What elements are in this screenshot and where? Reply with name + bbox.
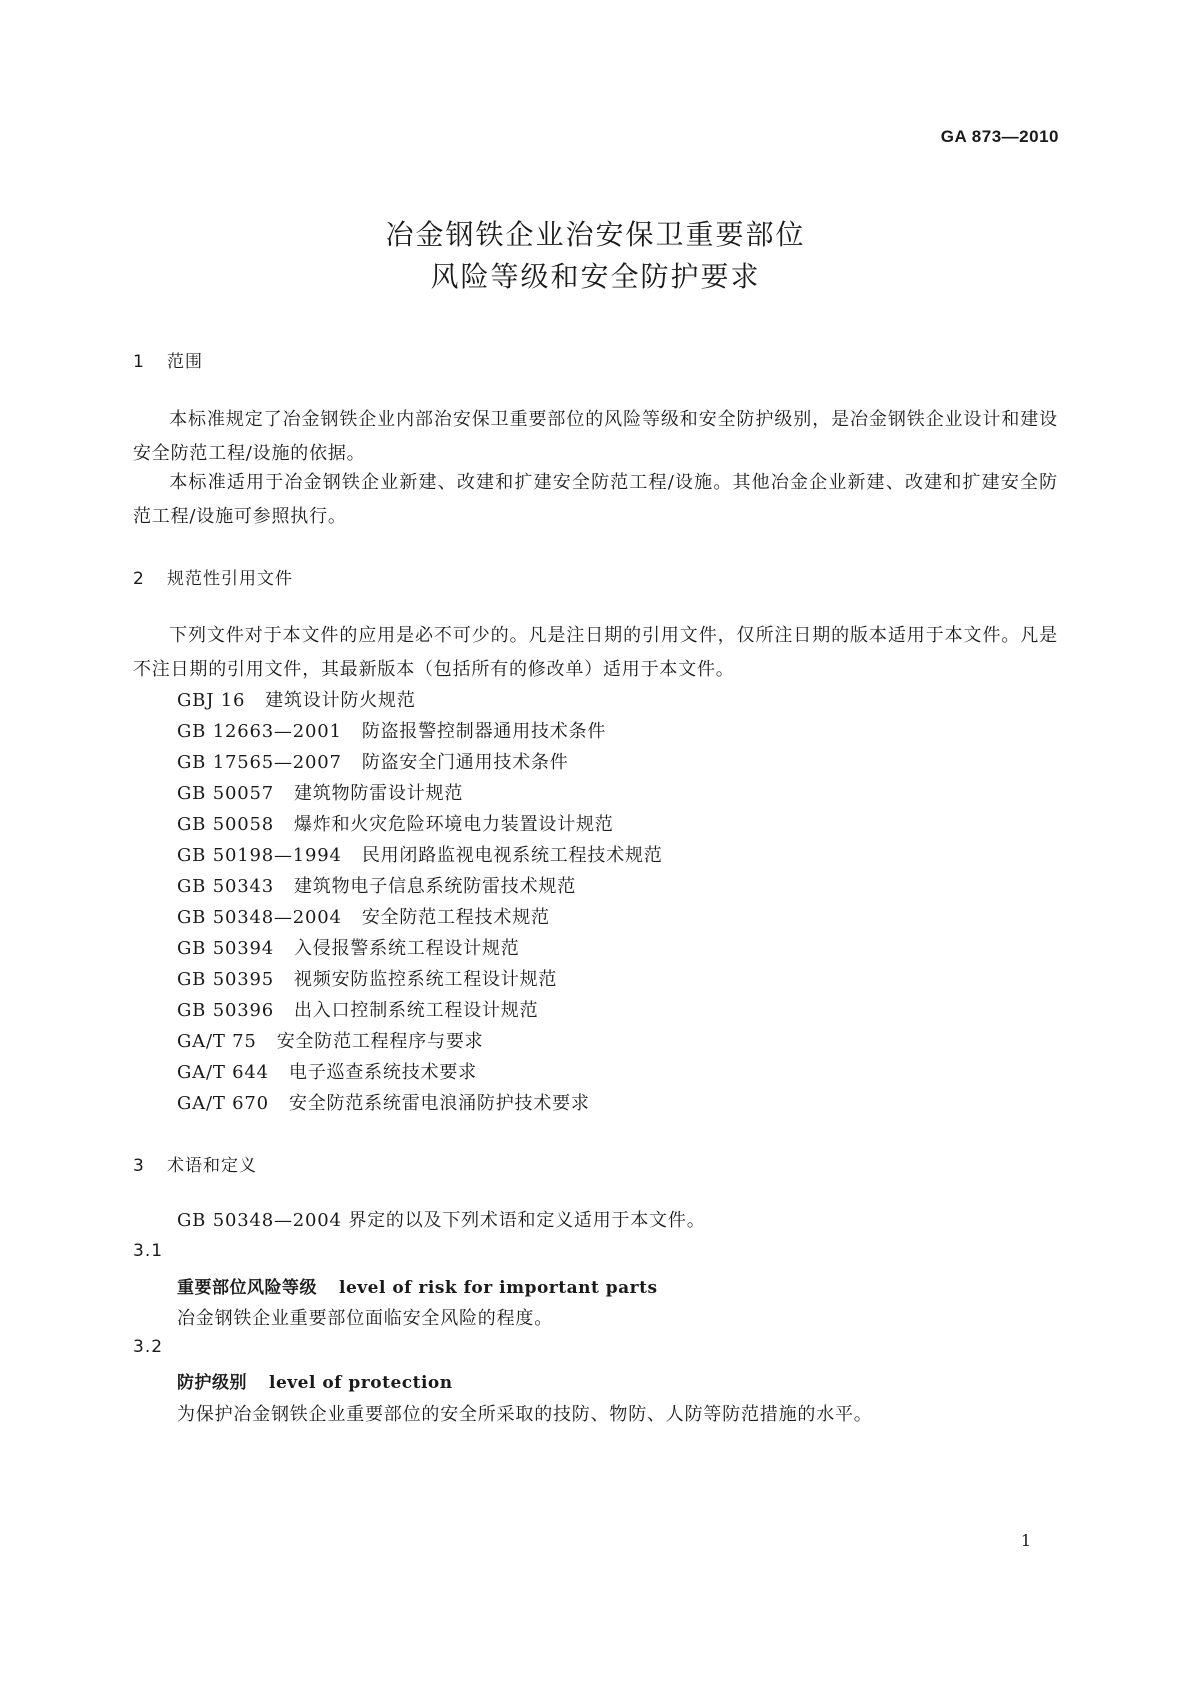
term-heading: [177, 1273, 658, 1298]
reference-code: GB 50396: [177, 1000, 274, 1021]
reference-code: GB 50058: [177, 814, 274, 835]
reference-item: [177, 717, 606, 743]
reference-title: 安全防范工程程序与要求: [276, 1031, 484, 1052]
reference-item: [177, 1027, 484, 1053]
reference-title: 出入口控制系统工程设计规范: [294, 1000, 539, 1021]
paragraph-text: 本标准适用于冶金钢铁企业新建、改建和扩建安全防范工程/设施。其他冶金企业新建、改建和扩建安全防范工程/设施可参照执行。: [133, 472, 1058, 527]
section-3-heading: [133, 1151, 257, 1176]
reference-title: 安全防范工程技术规范: [361, 907, 550, 928]
reference-title: 视频安防监控系统工程设计规范: [294, 969, 558, 990]
term-english: level of protection: [269, 1373, 453, 1393]
reference-item: [177, 1089, 590, 1115]
reference-code: GB 50348—2004: [177, 907, 342, 928]
document-title-line-1: 冶金钢铁企业治安保卫重要部位: [385, 218, 806, 251]
section-number: 1: [133, 352, 145, 372]
section-1-paragraph-1: [133, 403, 1058, 471]
reference-item: [177, 965, 557, 991]
term-chinese: 防护级别: [177, 1373, 247, 1393]
paragraph-text: 本标准规定了冶金钢铁企业内部治安保卫重要部位的风险等级和安全防护级别，是冶金钢铁企业设计和建设安全防范工程/设施的依据。: [133, 409, 1058, 464]
reference-code: GA/T 644: [177, 1062, 269, 1083]
reference-item: [177, 810, 614, 836]
section-title: 术语和定义: [167, 1156, 257, 1176]
term-number: 3.1: [133, 1241, 164, 1261]
section-title: 规范性引用文件: [167, 569, 293, 589]
reference-item: [177, 841, 663, 867]
reference-code: GB 12663—2001: [177, 721, 342, 742]
reference-title: 建筑设计防火规范: [265, 690, 416, 711]
reference-title: 建筑物防雷设计规范: [294, 783, 464, 804]
term-heading: [177, 1368, 453, 1393]
term-number: 3.2: [133, 1337, 164, 1357]
term-chinese: 重要部位风险等级: [177, 1278, 317, 1298]
page-number: 1: [1020, 1531, 1031, 1550]
section-number: 2: [133, 569, 145, 589]
reference-item: [177, 996, 538, 1022]
reference-code: GB 50198—1994: [177, 845, 342, 866]
reference-code: GA/T 670: [177, 1093, 269, 1114]
paragraph-text: 下列文件对于本文件的应用是必不可少的。凡是注日期的引用文件，仅所注日期的版本适用于本文件。凡是不注日期的引用文件，其最新版本（包括所有的修改单）适用于本文件。: [133, 625, 1058, 680]
reference-title: 爆炸和火灾危险环境电力装置设计规范: [294, 814, 614, 835]
section-number: 3: [133, 1156, 145, 1176]
section-title: 范围: [167, 352, 203, 372]
reference-item: [177, 934, 520, 960]
term-definition: 为保护冶金钢铁企业重要部位的安全所采取的技防、物防、人防等防范措施的水平。: [177, 1404, 873, 1425]
reference-item: [177, 779, 463, 805]
reference-title: 民用闭路监视电视系统工程技术规范: [361, 845, 663, 866]
document-title-line-2: 风险等级和安全防护要求: [430, 260, 761, 293]
term-definition: 冶金钢铁企业重要部位面临安全风险的程度。: [177, 1308, 553, 1329]
reference-title: 安全防范系统雷电浪涌防护技术要求: [288, 1093, 590, 1114]
section-2-heading: [133, 564, 293, 589]
reference-code: GB 50395: [177, 969, 274, 990]
reference-code: GB 17565—2007: [177, 752, 342, 773]
reference-title: 电子巡查系统技术要求: [288, 1062, 477, 1083]
reference-code: GB 50343: [177, 876, 274, 897]
reference-item: [177, 748, 569, 774]
reference-title: 建筑物电子信息系统防雷技术规范: [294, 876, 576, 897]
reference-code: GB 50057: [177, 783, 274, 804]
reference-code: GA/T 75: [177, 1031, 257, 1052]
reference-title: 防盗报警控制器通用技术条件: [361, 721, 607, 742]
reference-item: [177, 903, 550, 929]
reference-code: GBJ 16: [177, 690, 246, 711]
section-1-paragraph-2: [133, 466, 1058, 534]
section-3-intro: GB 50348—2004 界定的以及下列术语和定义适用于本文件。: [177, 1210, 706, 1231]
section-1-heading: [133, 347, 203, 372]
section-2-intro: [133, 619, 1058, 687]
reference-title: 防盗安全门通用技术条件: [361, 752, 569, 773]
standard-number: GA 873—2010: [940, 127, 1059, 146]
reference-title: 入侵报警系统工程设计规范: [294, 938, 520, 959]
reference-item: [177, 686, 416, 712]
term-english: level of risk for important parts: [339, 1278, 658, 1298]
reference-code: GB 50394: [177, 938, 274, 959]
reference-item: [177, 1058, 477, 1084]
reference-item: [177, 872, 576, 898]
